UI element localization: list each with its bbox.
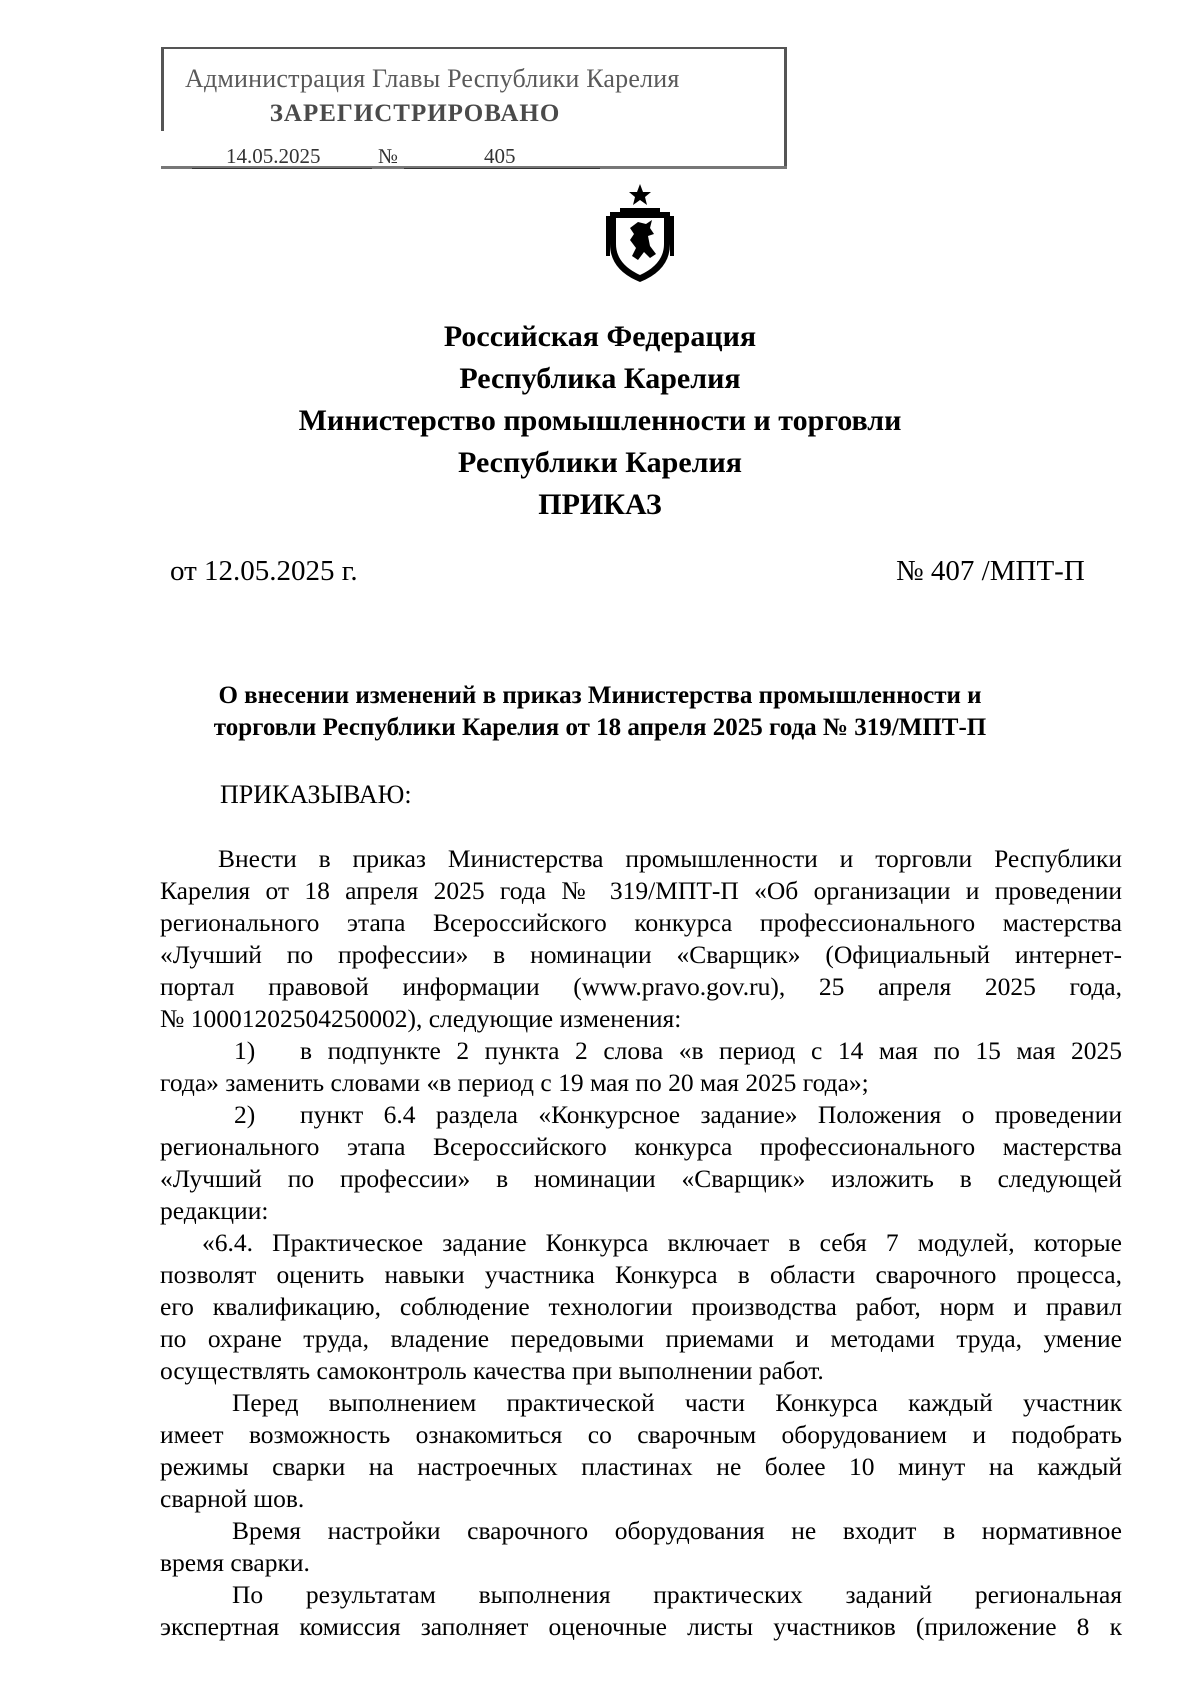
prikazyvayu-label: ПРИКАЗЫВАЮ: bbox=[220, 780, 412, 809]
body-line: сварной шов. bbox=[160, 1484, 305, 1513]
body-line: время сварки. bbox=[160, 1548, 310, 1577]
stamp-number-label: № bbox=[378, 144, 399, 168]
header-country: Российская Федерация bbox=[443, 320, 757, 353]
body-line: «6.4. Практическое задание Конкурса включает в себя 7 модулей, которые bbox=[202, 1228, 1122, 1257]
stamp-left-border bbox=[161, 47, 164, 131]
body-line: № 10001202504250002), следующие изменения: bbox=[160, 1004, 682, 1033]
body-line: Время настройки сварочного оборудования не входит в нормативное bbox=[232, 1516, 1122, 1545]
stamp-administration: Администрация Главы Республики Карелия bbox=[185, 64, 680, 93]
body-line: экспертная комиссия заполняет оценочные листы участников (приложение 8 к bbox=[160, 1612, 1122, 1641]
body-line: по охране труда, владение передовыми приемами и методами труда, умение bbox=[160, 1324, 1122, 1353]
body-line: позволят оценить навыки участника Конкурса в области сварочного процесса, bbox=[160, 1260, 1122, 1289]
body-line: Внести в приказ Министерства промышленности и торговли Республики bbox=[218, 844, 1122, 873]
header-ministry: Министерство промышленности и торговли bbox=[298, 404, 902, 437]
header-order-type: ПРИКАЗ bbox=[538, 488, 662, 521]
header-republic: Республика Карелия bbox=[459, 362, 741, 395]
header-ministry-republic: Республики Карелия bbox=[458, 446, 742, 479]
body-line: регионального этапа Всероссийского конкурса профессионального мастерства bbox=[160, 1132, 1122, 1161]
body-line: портал правовой информации (www.pravo.gov.ru), 25 апреля 2025 года, bbox=[160, 972, 1122, 1001]
body-line: режимы сварки на настроечных пластинах не более 10 минут на каждый bbox=[160, 1452, 1122, 1481]
order-title-line-2: торговли Республики Карелия от 18 апреля 2025 года № 319/МПТ-П bbox=[213, 714, 987, 741]
body-line: Перед выполнением практической части Конкурса каждый участник bbox=[232, 1388, 1122, 1417]
body-line: Карелия от 18 апреля 2025 года № 319/МПТ-П «Об организации и проведении bbox=[160, 876, 1122, 905]
body-line: «Лучший по профессии» в номинации «Сварщик» изложить в следующей bbox=[160, 1164, 1122, 1193]
list-item-2-text: пункт 6.4 раздела «Конкурсное задание» Положения о проведении bbox=[300, 1100, 1122, 1129]
stamp-date: 14.05.2025 bbox=[226, 144, 321, 168]
order-title-line-1: О внесении изменений в приказ Министерства промышленности и bbox=[218, 682, 982, 709]
list-item-1-text: в подпункте 2 пункта 2 слова «в период с 14 мая по 15 мая 2025 bbox=[300, 1036, 1122, 1065]
body-line: его квалификацию, соблюдение технологии производства работ, норм и правил bbox=[160, 1292, 1122, 1321]
stamp-date-underline bbox=[192, 168, 372, 169]
stamp-number: 405 bbox=[484, 144, 516, 168]
list-item-1 bbox=[160, 1035, 1122, 1067]
body-line: года» заменить словами «в период с 19 мая по 20 мая 2025 года»; bbox=[160, 1068, 869, 1097]
list-item-2-number: 2) bbox=[234, 1100, 256, 1129]
body-line: редакции: bbox=[160, 1196, 269, 1225]
body-line: «Лучший по профессии» в номинации «Сварщик» (Официальный интернет- bbox=[160, 940, 1122, 969]
list-item-1-number: 1) bbox=[234, 1036, 256, 1065]
order-body bbox=[160, 843, 1122, 1643]
stamp-registered: ЗАРЕГИСТРИРОВАНО bbox=[269, 100, 561, 127]
body-line: регионального этапа Всероссийского конкурса профессионального мастерства bbox=[160, 908, 1122, 937]
karelia-coat-of-arms-icon bbox=[600, 182, 680, 284]
body-line: имеет возможность ознакомиться со сварочным оборудованием и подобрать bbox=[160, 1420, 1122, 1449]
list-item-2 bbox=[160, 1099, 1122, 1131]
stamp-number-underline bbox=[404, 168, 600, 169]
body-line: По результатам выполнения практических заданий региональная bbox=[232, 1580, 1122, 1609]
order-number: № 407 /МПТ-П bbox=[896, 555, 1085, 587]
body-line: осуществлять самоконтроль качества при выполнении работ. bbox=[160, 1356, 824, 1385]
order-date: от 12.05.2025 г. bbox=[170, 555, 358, 587]
